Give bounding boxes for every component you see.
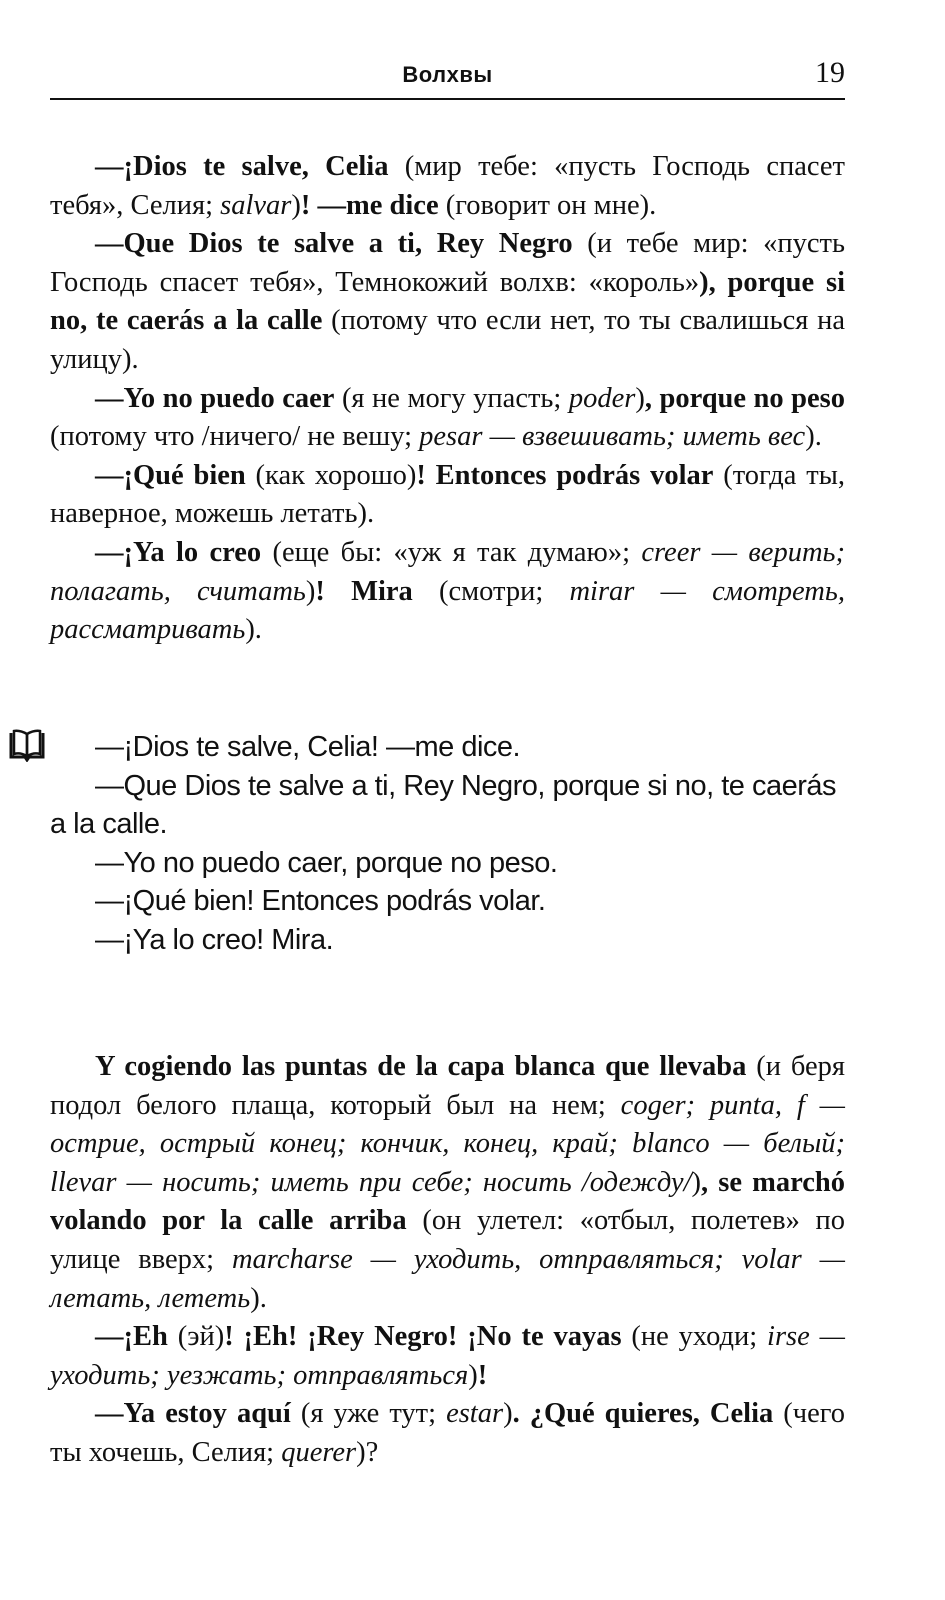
russian-gloss: )? <box>356 1436 379 1468</box>
russian-gloss: (говорит он мне). <box>438 189 657 221</box>
spanish-text: ! —me dice <box>300 189 439 221</box>
spanish-text: ! Mira <box>315 575 413 607</box>
russian-gloss: ) <box>635 382 645 414</box>
russian-gloss: (он улетел: «отбыл, полетев» по улице вверх; <box>50 1205 845 1275</box>
commented-text-block <box>50 148 845 650</box>
commented-paragraph <box>50 457 845 534</box>
plain-line: —Yo no puedo caer, porque no peso. <box>95 846 558 879</box>
russian-gloss: (как хорошо) <box>245 459 417 491</box>
spanish-text: . ¿Qué quieres, Celia <box>512 1398 774 1430</box>
dictionary-note: coger; punta, f — острие, острый конец; кончик, конец, край; blanco — белый; llevar — носить; иметь при себе; носить /одежду/ <box>50 1089 846 1198</box>
spanish-text: —¡Eh <box>95 1321 168 1353</box>
spanish-text: , porque no peso <box>644 382 845 414</box>
spanish-text: —¡Ya lo creo <box>95 536 262 568</box>
spanish-text: ! <box>477 1359 488 1391</box>
plain-line: —¡Ya lo creo! Mira. <box>95 923 334 956</box>
commented-paragraph <box>50 1048 845 1318</box>
spanish-text: —Que Dios te salve a ti, Rey Negro <box>95 228 573 260</box>
dictionary-note: pesar — взвешивать; иметь вес <box>419 421 806 453</box>
commented-paragraph <box>50 225 845 379</box>
spanish-text: —¡Qué bien <box>95 459 246 491</box>
commented-paragraph <box>50 1395 845 1472</box>
russian-gloss: ) <box>305 575 316 607</box>
spanish-text: Y cogiendo las puntas de la capa blanca que llevaba <box>95 1051 747 1082</box>
page-number: 19 <box>815 56 845 89</box>
spanish-text: , se marchó volando por la calle arriba <box>50 1166 846 1237</box>
russian-gloss: (потому что если нет, то ты свалишься на улицу). <box>50 305 845 375</box>
russian-gloss: ). <box>245 614 262 646</box>
spanish-text: ! Entonces podrás volar <box>416 459 714 491</box>
dictionary-note: salvar <box>220 189 292 221</box>
russian-gloss: ) <box>503 1398 513 1430</box>
russian-gloss: (тогда ты, наверное, можешь летать). <box>50 459 845 530</box>
plain-line: —¡Dios te salve, Celia! —me dice. <box>95 731 521 763</box>
russian-gloss: (смотри; <box>412 575 570 607</box>
russian-gloss: ) <box>291 189 301 221</box>
spanish-text: —Ya estoy aquí <box>95 1398 291 1430</box>
plain-line: —¡Qué bien! Entonces podrás volar. <box>95 885 546 917</box>
russian-gloss: ). <box>805 421 822 453</box>
dictionary-note: marcharse — уходить, отправляться; volar — летать, лететь <box>50 1243 845 1314</box>
russian-gloss: (я уже тут; <box>290 1398 447 1430</box>
open-book-icon <box>8 728 46 762</box>
page-header <box>50 50 845 100</box>
russian-gloss: ) <box>468 1359 478 1391</box>
commented-paragraph <box>50 380 845 457</box>
running-title: Волхвы <box>402 62 493 87</box>
dictionary-note: poder <box>568 382 636 414</box>
russian-gloss: (эй) <box>167 1321 225 1353</box>
commented-paragraph <box>50 148 845 225</box>
spanish-text: ! ¡Eh! ¡Rey Negro! ¡No te vayas <box>224 1321 622 1353</box>
dictionary-note: estar <box>446 1398 504 1430</box>
russian-gloss: (потому что /ничего/ не вешу; <box>50 421 420 453</box>
russian-gloss: ). <box>250 1282 267 1314</box>
russian-gloss: (еще бы: «уж я так думаю»; <box>261 536 642 568</box>
plain-line: —Que Dios te salve a ti, Rey Negro, porque si no, te caerás a la calle. <box>50 769 836 840</box>
commented-paragraph <box>50 534 845 650</box>
commented-text-block-2 <box>50 1048 845 1473</box>
russian-gloss: (не уходи; <box>621 1321 768 1353</box>
russian-gloss: (и беря подол белого плаща, который был на нем; <box>50 1051 845 1121</box>
dictionary-note: irse — уходить; уезжать; отправляться <box>50 1321 845 1391</box>
commented-paragraph <box>50 1318 845 1395</box>
dictionary-note: creer — верить; полагать, считать <box>50 536 845 607</box>
russian-gloss: (чего ты хочешь, Селия; <box>50 1398 845 1468</box>
russian-gloss: (и тебе мир: «пусть Господь спасет тебя», Темнокожий волхв: «король» <box>50 228 845 298</box>
spanish-text: —¡Dios te salve, Celia <box>95 151 389 182</box>
dictionary-note: mirar — смотреть, рассматривать <box>50 575 845 646</box>
russian-gloss: (я не могу упасть; <box>334 382 569 414</box>
dictionary-note: querer <box>281 1436 357 1468</box>
spanish-text: ), porque si no, te caerás a la calle <box>50 266 845 337</box>
russian-gloss: ) <box>691 1166 702 1198</box>
spanish-text: —Yo no puedo caer <box>95 382 335 414</box>
russian-gloss: (мир тебе: «пусть Господь спасет тебя», Селия; <box>50 151 846 221</box>
